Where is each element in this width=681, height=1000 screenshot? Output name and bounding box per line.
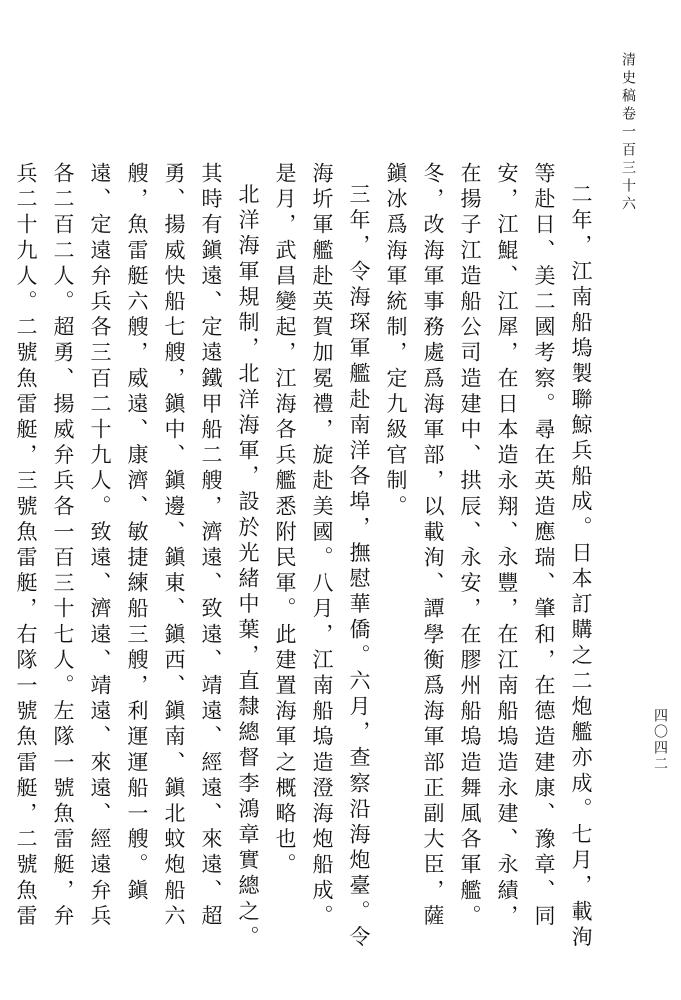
- paragraph-1: [377, 162, 599, 952]
- paragraph-2-text: 三年，令海琛軍艦赴南洋各埠，撫慰華僑。六月，查察沿海炮臺。令海圻軍艦赴英賀加冕禮，旋赴美國。八月，江南船塢造澄海炮船成。是月，武昌變起，江海各兵艦悉附民軍。此建置海軍之概略也。: [273, 162, 371, 951]
- running-title: 清史稿卷一百三十六: [620, 52, 636, 214]
- paragraph-3-text: 北洋海軍規制，北洋海軍，設於光緒中葉，直隸總督李鴻章實總之。其時有鎭遠、定遠鐵甲船二艘，濟遠、致遠、靖遠、經遠、來遠、超勇、揚威快船七艘，鎭中、鎭邊、鎭東、鎭西、鎭南、鎭北蚊炮船六艘，魚雷艇六艘，威遠、康濟、敏捷練船三艘，利運運船一艘。鎭遠、定遠弁兵各三百二十九人。致遠、濟遠、靖遠、來遠、經遠弁兵各二百二人。超勇、揚威弁兵各一百三十七人。左隊一號魚雷艇，弁兵二十九人。二號魚雷艇，三號魚雷艇，右隊一號魚雷艇，二號魚雷: [14, 162, 260, 951]
- paragraph-2: [266, 162, 377, 952]
- main-text: [14, 162, 599, 952]
- page-number: 四〇四二: [652, 708, 668, 772]
- paragraph-1-text: 二年，江南船塢製聯鯨兵船成。日本訂購之二炮艦亦成。七月，載洵等赴日、美二國考察。尋在英造應瑞、肇和，在德造建康、豫章、同安，江鯤、江犀，在日本造永翔、永豐，在江南船塢造永建、永績，在揚子江造船公司造建中、拱辰、永安，在膠州船塢造舞風各軍艦。冬，改海軍事務處爲海軍部，以載洵、譚學衡爲海軍部正副大臣，薩鎭冰爲海軍統制，定九級官制。: [384, 162, 593, 951]
- paragraph-3: [0, 162, 266, 952]
